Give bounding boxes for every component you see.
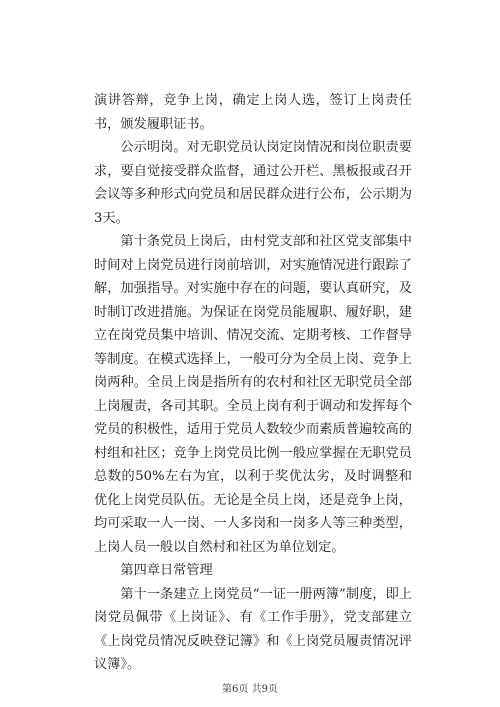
chapter-heading: 第四章日常管理	[120, 563, 213, 578]
paragraph-continuation: 演讲答辩，竞争上岗，确定上岗人选，签订上岗责任书，颁发履职证书。	[94, 93, 412, 132]
document-body	[94, 89, 412, 677]
paragraph-article-11: 第十一条建立上岗党员“一证一册两簿”制度，即上岗党员佩带《上岗证》、有《工作手册》，党支部建立《上岗党员情况反映登记簿》和《上岗党员履责情况评议簿》。	[94, 586, 412, 672]
paragraph-article-10: 第十条党员上岗后，由村党支部和社区党支部集中时间对上岗党员进行岗前培训，对实施情况进行跟踪了解，加强指导。对实施中存在的问题，要认真研究，及时制订改进措施。为保证在岗党员能履职、履好职，建立在岗党员集中培训、情况交流、定期考核、工作督导等制度。在模式选择上，一般可分为全员上岗、竞争上岗两种。全员上岗是指所有的农村和社区无职党员全部上岗履责，各司其职。全员上岗有利于调动和发挥每个党员的积极性，适用于党员人数较少而素质普遍较高的村组和社区；竞争上岗党员比例一般应掌握在无职党员总数的50%左右为宜，以利于奖优汰劣，及时调整和优化上岗党员队伍。无论是全员上岗，还是竞争上岗，均可采取一人一岗、一人多岗和一岗多人等三种类型，上岗人员一般以自然村和社区为单位划定。	[94, 234, 412, 555]
paragraph-public-notice: 公示明岗。对无职党员认岗定岗情况和岗位职责要求，要自觉接受群众监督，通过公开栏、黑板报或召开会议等多种形式向党员和居民群众进行公布，公示期为3天。	[94, 140, 412, 226]
page-number-footer: 第6页 共9页	[222, 684, 278, 695]
